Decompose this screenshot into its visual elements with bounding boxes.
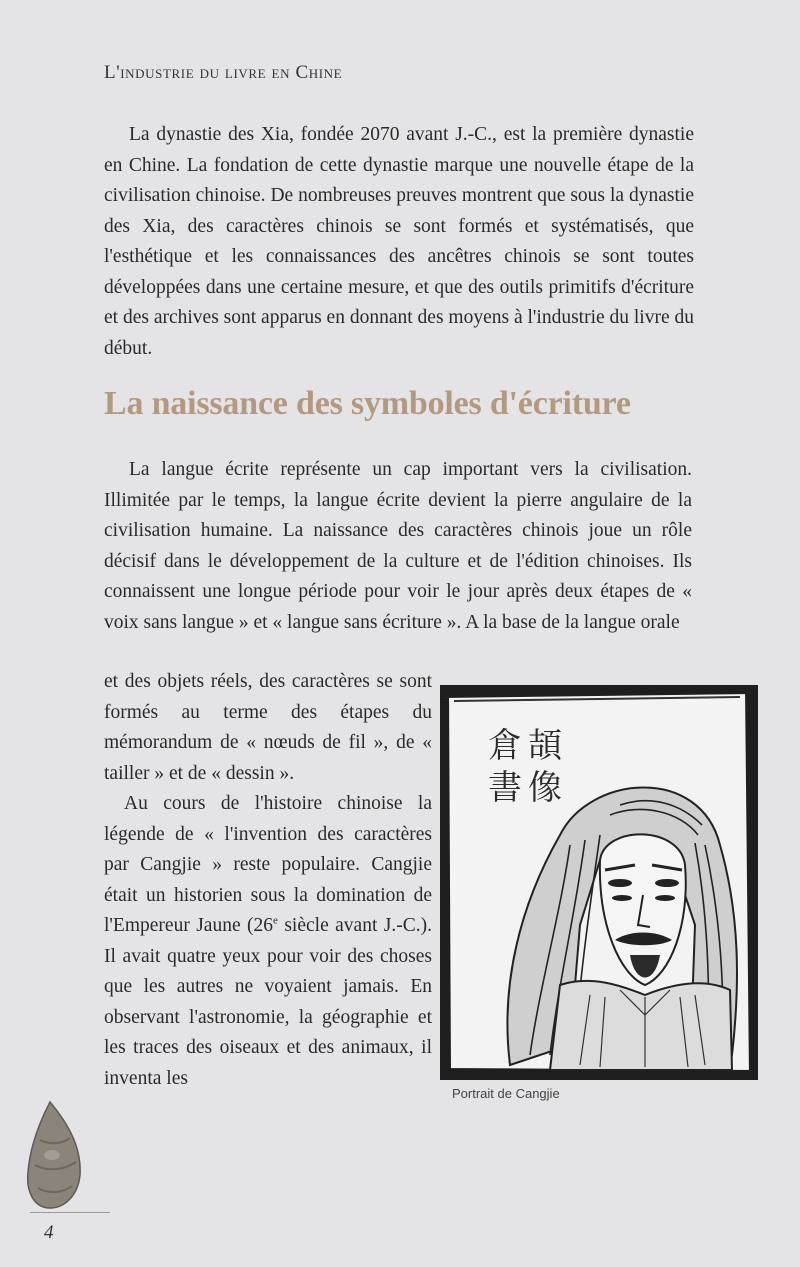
running-head bbox=[104, 62, 342, 84]
cangjie-text-part1: Au cours de l'histoire chinoise la légende de « l'invention des caractères par Cangjie » reste populaire. Cangjie était un historien sous la domination de l'Empereur Jaune (26 bbox=[104, 793, 432, 936]
cangjie-text-part2: siècle avant J.-C.). Il avait quatre yeux pour voir des choses que les autres ne voyaient jamais. En observant l'astronomie, la géographie et les traces des oiseaux et des animaux, il inventa les bbox=[104, 915, 432, 1089]
body-paragraph-full-width: La langue écrite représente un cap important vers la civilisation. Illimitée par le temps, la langue écrite devient la pierre angulaire de la civilisation humaine. La naissance des caractères chinois joue un rôle décisif dans le développement de la culture et de l'édition chinoises. Ils connaissent une longue période pour voir le jour après deux étapes de « voix sans langue » et « langue sans écriture ». A la base de la langue orale bbox=[104, 459, 692, 633]
body-column-narrow bbox=[104, 667, 432, 1094]
svg-text:倉: 倉 bbox=[488, 726, 522, 766]
body-paragraph-continuation: et des objets réels, des caractères se sont formés au terme des étapes du mémorandum de « nœuds de fil », de « tailler » et de « dessin ». bbox=[104, 671, 432, 784]
running-head-c: C bbox=[295, 62, 309, 83]
figure-caption: Portrait de Cangjie bbox=[452, 1086, 560, 1101]
intro-paragraph: La dynastie des Xia, fondée 2070 avant J.-C., est la première dynastie en Chine. La fondation de cette dynastie marque une nouvelle étape de la civilisation chinoise. De nombreuses preuves montrent que sous la dynastie des Xia, des caractères chinois se sont formés et systématisés, que l'esthétique et les connaissances des ancêtres chinois se sont toutes développées dans une certaine mesure, et que des outils primitifs d'écriture et des archives sont apparus en donnant des moyens à l'industrie du livre du début. bbox=[104, 124, 694, 359]
svg-text:像: 像 bbox=[528, 768, 562, 808]
running-head-end: hine bbox=[308, 62, 343, 83]
century-superscript: e bbox=[273, 914, 278, 927]
page-number-rule bbox=[30, 1212, 110, 1213]
running-head-text: 'industrie du livre en bbox=[116, 62, 296, 83]
svg-text:頡: 頡 bbox=[528, 726, 562, 766]
page-number: 4 bbox=[44, 1222, 54, 1243]
running-head-initial: L bbox=[104, 62, 117, 83]
body-paragraph-cangjie bbox=[104, 789, 432, 1094]
section-title: La naissance des symboles d'écriture bbox=[104, 385, 631, 422]
stone-artifact-image bbox=[20, 1100, 90, 1210]
svg-text:書: 書 bbox=[488, 768, 522, 808]
portrait-of-cangjie-image bbox=[440, 685, 758, 1080]
